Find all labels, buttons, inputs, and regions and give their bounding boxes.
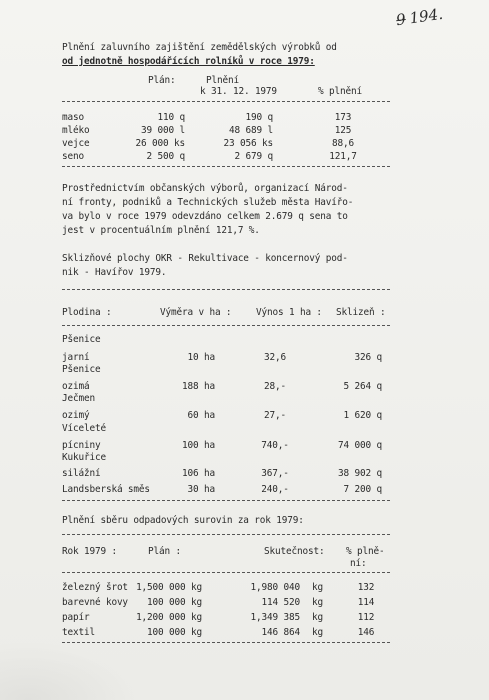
t1-header-plneni: Plnění <box>206 75 239 86</box>
t3-header-actual: Skutečnost: <box>264 546 325 557</box>
t1-actual: 23 056 ks <box>223 138 273 149</box>
t1-plan: 2 500 q <box>146 151 185 162</box>
section3-title: Plnění sběru odpadových surovin za rok 1979: <box>62 515 304 526</box>
page-number <box>395 5 444 29</box>
t3-item: textil <box>62 627 95 638</box>
t2-header-crop: Plodina : <box>62 307 112 318</box>
t1-actual: 2 679 q <box>234 151 273 162</box>
scan-smudge <box>0 640 140 700</box>
t2-yield: 740,- <box>261 440 289 451</box>
t2-crop-line1: Pšenice <box>62 334 101 345</box>
t1-pct: 173 <box>334 112 352 123</box>
t1-pct: 88,6 <box>332 138 354 149</box>
section2-title-line: Sklizňové plochy OKR - Rekultivace - koncernový pod- <box>62 253 348 264</box>
t1-pct: 121,7 <box>329 151 357 162</box>
t3-top-rule <box>62 534 390 535</box>
t1-item: vejce <box>62 138 90 149</box>
t2-area: 30 ha <box>187 484 215 495</box>
t2-crop-line1: Kukuřice <box>62 452 106 463</box>
t3-actual: 1,349 385 <box>250 612 300 623</box>
t3-item: papír <box>62 612 90 623</box>
t3-unit: kg <box>312 597 323 608</box>
t3-header-rule <box>62 572 390 573</box>
t3-plan: 100 000 kg <box>147 597 202 608</box>
t2-harvest: 1 620 q <box>343 410 382 421</box>
t3-plan: 1,500 000 kg <box>136 582 202 593</box>
page-number-struck: 9 <box>394 10 407 30</box>
t2-harvest: 5 264 q <box>343 381 382 392</box>
page-number-current: 194. <box>408 4 444 28</box>
t1-header-plan: Plán: <box>148 75 176 86</box>
t1-plan: 110 q <box>157 112 185 123</box>
t2-area: 106 ha <box>182 468 215 479</box>
t2-crop-line2: silážní <box>62 468 101 479</box>
paragraph-line: ní fronty, podniků a Technických služeb města Havířo- <box>62 197 354 208</box>
t1-item: seno <box>62 151 84 162</box>
t3-header-plan: Plán : <box>148 546 181 557</box>
title-line-2: od jednotně hospodářících rolníků v roce 1979: <box>62 56 315 67</box>
t2-header-area: Výměra v ha : <box>160 307 232 318</box>
t2-harvest: 7 200 q <box>343 484 382 495</box>
t2-area: 188 ha <box>182 381 215 392</box>
t3-pct: 132 <box>357 582 375 593</box>
title-line-1: Plnění zaluvního zajištění zemědělských výrobků od <box>62 42 337 53</box>
t3-plan: 100 000 kg <box>147 627 202 638</box>
t2-crop-line2: ozimá <box>62 381 90 392</box>
t2-header-rule <box>62 325 390 326</box>
t2-crop-line1: Pšenice <box>62 364 101 375</box>
t1-item: mléko <box>62 125 90 136</box>
t1-plan: 39 000 l <box>141 125 185 136</box>
t2-area: 60 ha <box>187 410 215 421</box>
t2-area: 10 ha <box>187 352 215 363</box>
t1-pct: 125 <box>334 125 352 136</box>
t1-header-date: k 31. 12. 1979 <box>200 86 277 97</box>
t2-harvest: 38 902 q <box>338 468 382 479</box>
paragraph-line: Prostřednictvím občanských výborů, organizací Národ- <box>62 183 348 194</box>
t3-unit: kg <box>312 612 323 623</box>
t3-item: železný šrot <box>62 582 128 593</box>
t2-crop-line2: pícniny <box>62 440 101 451</box>
t2-header-yield: Výnos 1 ha : <box>256 307 322 318</box>
t3-header-pct-2: ní: <box>350 558 367 569</box>
t2-header-harvest: Sklizeň : <box>336 307 386 318</box>
t3-pct: 112 <box>357 612 375 623</box>
t2-yield: 32,6 <box>264 352 286 363</box>
t2-crop-line2: ozimý <box>62 410 90 421</box>
t1-header-pct: % plnění <box>318 86 362 97</box>
t3-pct: 114 <box>357 597 375 608</box>
t1-rule <box>62 101 390 102</box>
t3-pct: 146 <box>357 627 375 638</box>
t2-bottom-rule <box>62 500 390 501</box>
t1-plan: 26 000 ks <box>135 138 185 149</box>
t3-actual: 114 520 <box>261 597 300 608</box>
t2-area: 100 ha <box>182 440 215 451</box>
t3-item: barevné kovy <box>62 597 128 608</box>
t3-unit: kg <box>312 582 323 593</box>
t1-actual: 190 q <box>245 112 273 123</box>
t2-crop-line1: Víceleté <box>62 423 106 434</box>
section2-title-line: nik - Havířov 1979. <box>62 267 167 278</box>
t2-crop-line2: jarní <box>62 352 90 363</box>
t2-yield: 28,- <box>264 381 286 392</box>
paragraph-line: va bylo v roce 1979 odevzdáno celkem 2.679 q sena to <box>62 211 348 222</box>
t1-item: maso <box>62 112 84 123</box>
t1-bottom-rule <box>62 166 390 167</box>
t3-actual: 146 864 <box>261 627 300 638</box>
t2-harvest: 326 q <box>354 352 382 363</box>
t3-actual: 1,980 040 <box>250 582 300 593</box>
t2-yield: 367,- <box>261 468 289 479</box>
t2-crop-line2: Landsberská směs <box>62 484 150 495</box>
t2-yield: 27,- <box>264 410 286 421</box>
t2-crop-line1: Ječmen <box>62 393 95 404</box>
t2-yield: 240,- <box>261 484 289 495</box>
t3-unit: kg <box>312 627 323 638</box>
t3-header-pct-1: % plně- <box>346 546 385 557</box>
paragraph-line: jest v procentuálním plnění 121,7 %. <box>62 225 260 236</box>
t2-harvest: 74 000 q <box>338 440 382 451</box>
t1-actual: 48 689 l <box>229 125 273 136</box>
t2-top-rule <box>62 289 390 290</box>
t3-plan: 1,200 000 kg <box>136 612 202 623</box>
t3-header-year: Rok 1979 : <box>62 546 117 557</box>
